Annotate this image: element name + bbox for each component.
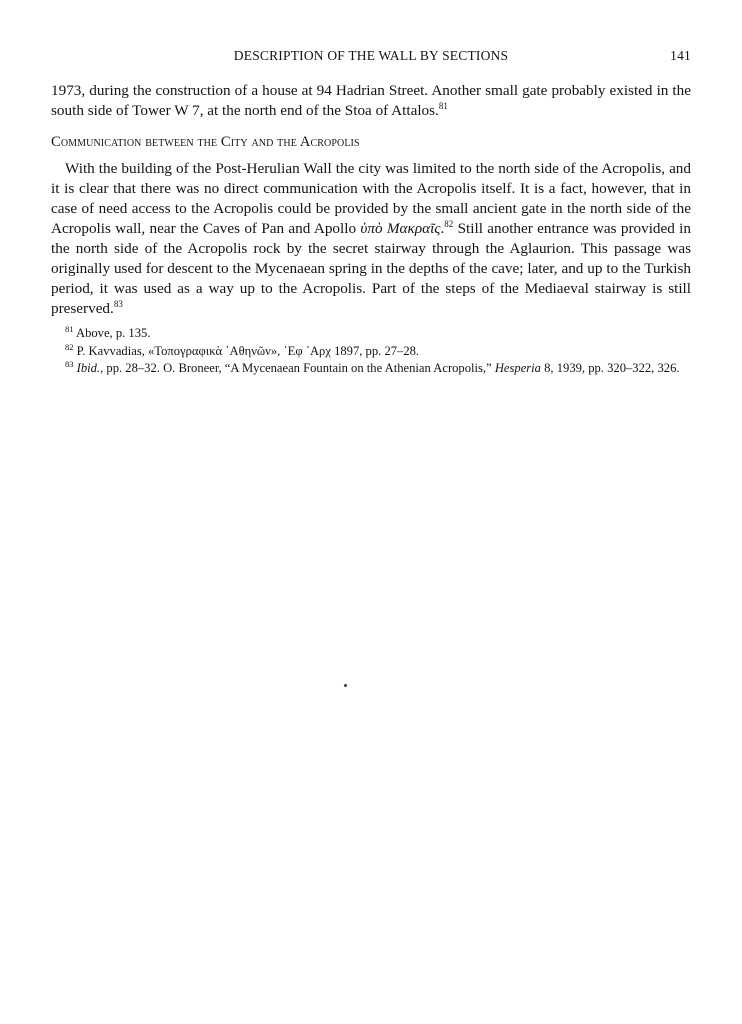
footnote-ibid: Ibid. bbox=[76, 361, 101, 375]
footnote-ref-82: 82 bbox=[444, 218, 454, 229]
footnote-ref-83: 83 bbox=[113, 298, 123, 309]
footnote-text: Above, p. 135. bbox=[75, 326, 151, 340]
footnote-mark: 81 bbox=[65, 323, 74, 334]
body-text bbox=[51, 81, 691, 319]
paragraph-text: 1973, during the construction of a house at 94 Hadrian Street. Another small gate probably existed in the south side of Tower W 7, at the north end of the Stoa of Attalos. bbox=[51, 82, 691, 119]
footnote-82 bbox=[51, 343, 691, 360]
paragraph-communication bbox=[51, 159, 691, 319]
page-number: 141 bbox=[670, 48, 691, 63]
footnote-text: , pp. 28–32. O. Broneer, “A Mycenaean Fountain on the Athenian Acropolis,” bbox=[100, 361, 495, 375]
greek-phrase: ὑπὸ Μακραῖς bbox=[360, 220, 441, 237]
running-title: DESCRIPTION OF THE WALL BY SECTIONS bbox=[233, 48, 509, 63]
running-head bbox=[51, 48, 691, 68]
paragraph-text: Still another entrance was provided in the north side of the Acropolis rock by the secret stairway through the Aglaurion. This passage was originally used for descent to the Mycenaean spring in the depths of the cave; later, and up to the Turkish period, it was used as a way up to the Acropolis. Part of the steps of the Mediaeval stairway is still preserved. bbox=[51, 220, 691, 317]
footnote-text: 8, 1939, pp. 320–322, 326. bbox=[540, 361, 680, 375]
footnotes bbox=[51, 325, 691, 378]
footnote-mark: 82 bbox=[65, 341, 74, 352]
section-heading: Communication between the City and the Acropolis bbox=[51, 134, 360, 150]
stray-ink-mark bbox=[343, 683, 347, 687]
paragraph-text: With the building of the Post-Herulian Wall the city was limited to the north side of the Acropolis, and it is clear that there was no direct communication with the Acropolis itself. It is a fact, however, that in case of need access to the Acropolis could be provided by the small ancient gate in the north side of the Acropolis wall, near the Caves of Pan and Apollo bbox=[51, 160, 691, 237]
footnote-81 bbox=[51, 325, 691, 342]
paragraph-continuation bbox=[51, 81, 691, 121]
punctuation: . bbox=[440, 220, 445, 237]
footnote-text: P. Kavvadias, «Τοπογραφικὰ ᾿Αθηνῶν», ᾿Εφ ᾿Αρχ 1897, pp. 27–28. bbox=[76, 343, 420, 358]
footnote-mark: 83 bbox=[65, 358, 74, 369]
footnote-83 bbox=[51, 360, 691, 377]
footnote-ref-81: 81 bbox=[438, 100, 448, 111]
journal-title: Hesperia bbox=[494, 361, 541, 375]
